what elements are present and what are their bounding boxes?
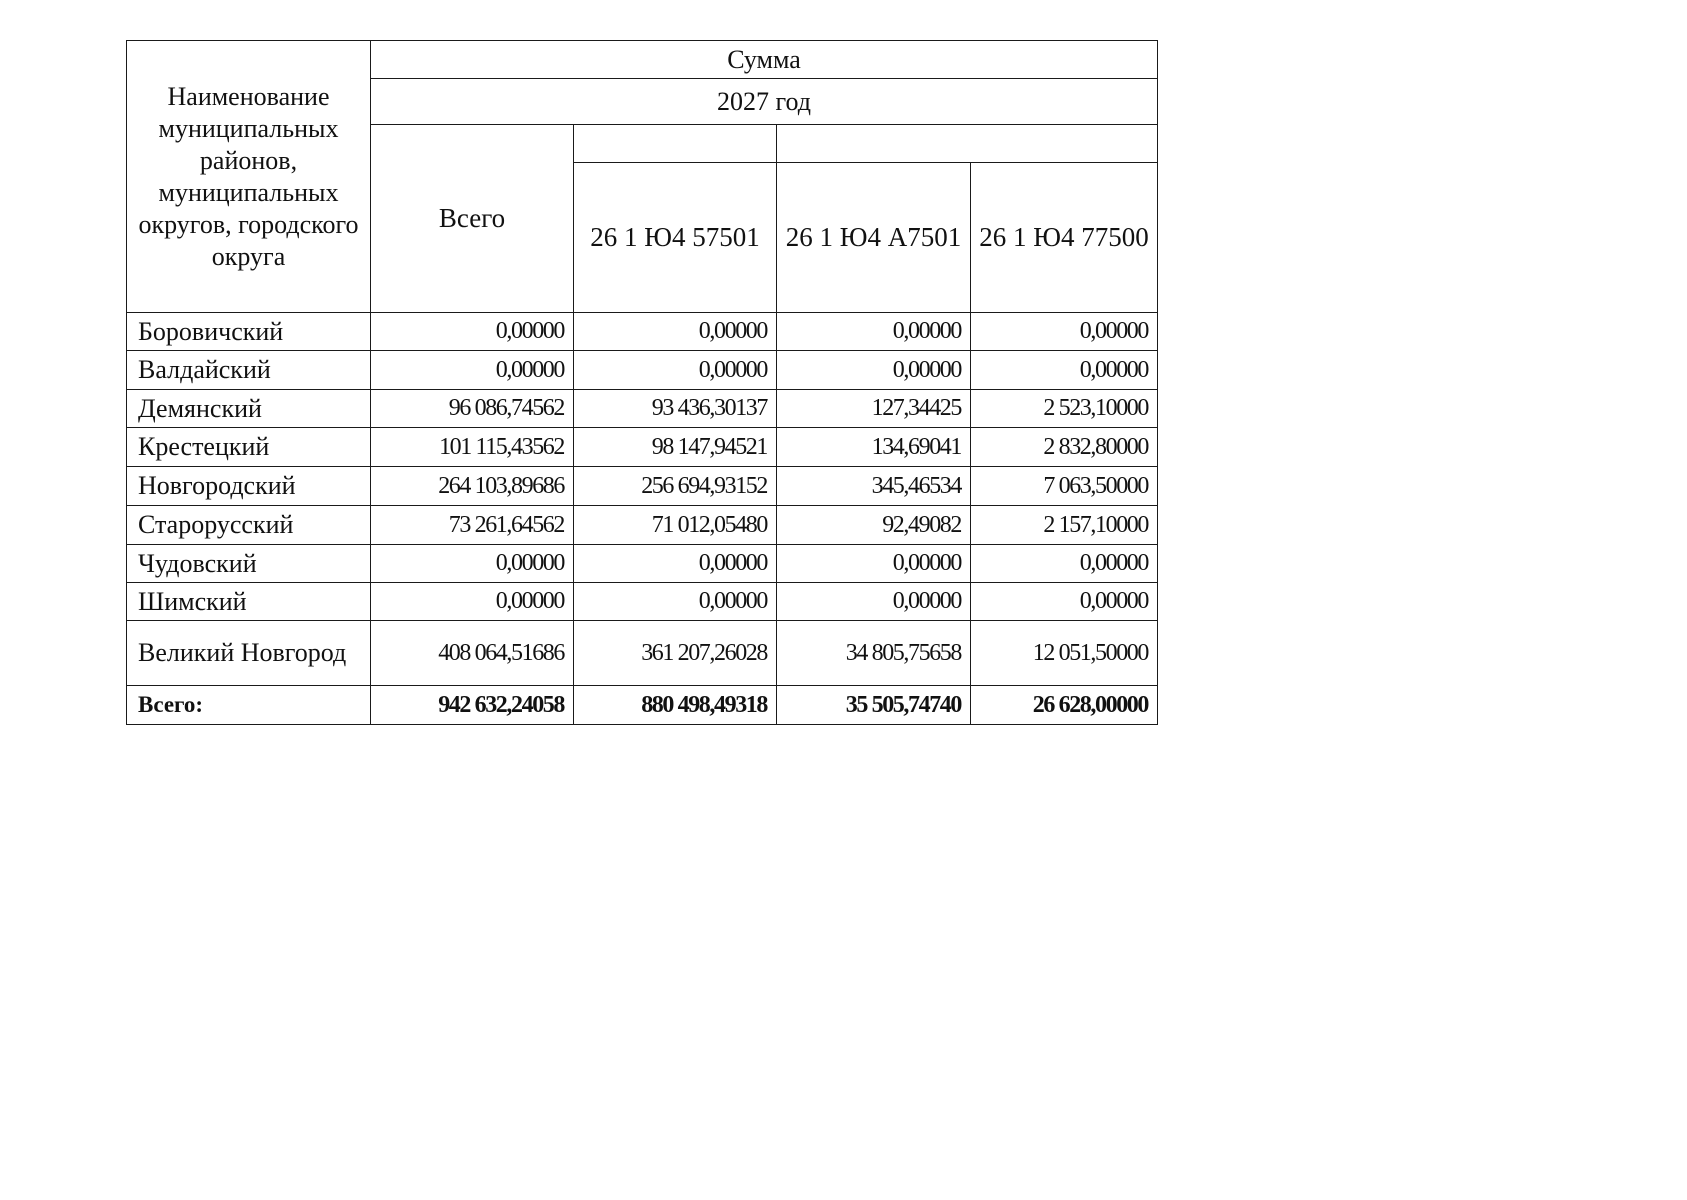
cell-value: 345,46534	[777, 467, 971, 506]
cell-value: 12 051,50000	[971, 621, 1158, 686]
cell-value: 0,00000	[371, 545, 574, 583]
cell-value: 96 086,74562	[371, 390, 574, 428]
cell-value: 98 147,94521	[574, 428, 777, 467]
total-label: Всего:	[127, 686, 371, 725]
table-row	[127, 506, 1158, 545]
row-name: Демянский	[127, 390, 371, 428]
total-row	[127, 686, 1158, 725]
cell-value: 0,00000	[371, 313, 574, 351]
cell-value: 408 064,51686	[371, 621, 574, 686]
cell-value: 0,00000	[971, 351, 1158, 390]
cell-value: 0,00000	[574, 351, 777, 390]
cell-value: 0,00000	[371, 583, 574, 621]
cell-value: 7 063,50000	[971, 467, 1158, 506]
header-col-total: Всего	[371, 125, 574, 313]
cell-value: 0,00000	[574, 545, 777, 583]
cell-value: 127,34425	[777, 390, 971, 428]
row-name: Новгородский	[127, 467, 371, 506]
header-name-text: Наименование муниципальных районов, муниципальных округов, городского округа	[138, 81, 359, 271]
row-name: Старорусский	[127, 506, 371, 545]
table-row	[127, 428, 1158, 467]
cell-value: 34 805,75658	[777, 621, 971, 686]
cell-value: 0,00000	[777, 351, 971, 390]
total-value: 880 498,49318	[574, 686, 777, 725]
row-name: Великий Новгород	[127, 621, 371, 686]
cell-value: 2 832,80000	[971, 428, 1158, 467]
cell-value: 0,00000	[971, 545, 1158, 583]
row-name: Крестецкий	[127, 428, 371, 467]
row-name: Валдайский	[127, 351, 371, 390]
table-row	[127, 621, 1158, 686]
cell-value: 256 694,93152	[574, 467, 777, 506]
cell-value: 134,69041	[777, 428, 971, 467]
header-blank-cell	[574, 125, 777, 163]
cell-value: 0,00000	[971, 313, 1158, 351]
table-row	[127, 467, 1158, 506]
table-row	[127, 351, 1158, 390]
budget-table	[126, 40, 1158, 725]
cell-value: 0,00000	[574, 583, 777, 621]
table-row	[127, 313, 1158, 351]
table-row	[127, 390, 1158, 428]
cell-value: 2 157,10000	[971, 506, 1158, 545]
cell-value: 0,00000	[777, 583, 971, 621]
cell-value: 264 103,89686	[371, 467, 574, 506]
header-col-code-1: 26 1 Ю4 57501	[574, 163, 777, 313]
cell-value: 71 012,05480	[574, 506, 777, 545]
row-name: Боровичский	[127, 313, 371, 351]
cell-value: 0,00000	[777, 545, 971, 583]
cell-value: 92,49082	[777, 506, 971, 545]
cell-value: 73 261,64562	[371, 506, 574, 545]
row-name: Шимский	[127, 583, 371, 621]
cell-value: 2 523,10000	[971, 390, 1158, 428]
cell-value: 0,00000	[971, 583, 1158, 621]
header-blank-cell	[777, 125, 1158, 163]
table-row	[127, 545, 1158, 583]
header-col-code-2: 26 1 Ю4 А7501	[777, 163, 971, 313]
total-value: 26 628,00000	[971, 686, 1158, 725]
row-name: Чудовский	[127, 545, 371, 583]
cell-value: 101 115,43562	[371, 428, 574, 467]
total-value: 942 632,24058	[371, 686, 574, 725]
cell-value: 0,00000	[777, 313, 971, 351]
cell-value: 93 436,30137	[574, 390, 777, 428]
header-name-column	[127, 41, 371, 313]
header-row-sum	[127, 41, 1158, 79]
cell-value: 361 207,26028	[574, 621, 777, 686]
header-sum: Сумма	[371, 41, 1158, 79]
header-col-code-3: 26 1 Ю4 77500	[971, 163, 1158, 313]
cell-value: 0,00000	[574, 313, 777, 351]
header-year: 2027 год	[371, 79, 1158, 125]
cell-value: 0,00000	[371, 351, 574, 390]
total-value: 35 505,74740	[777, 686, 971, 725]
table-row	[127, 583, 1158, 621]
